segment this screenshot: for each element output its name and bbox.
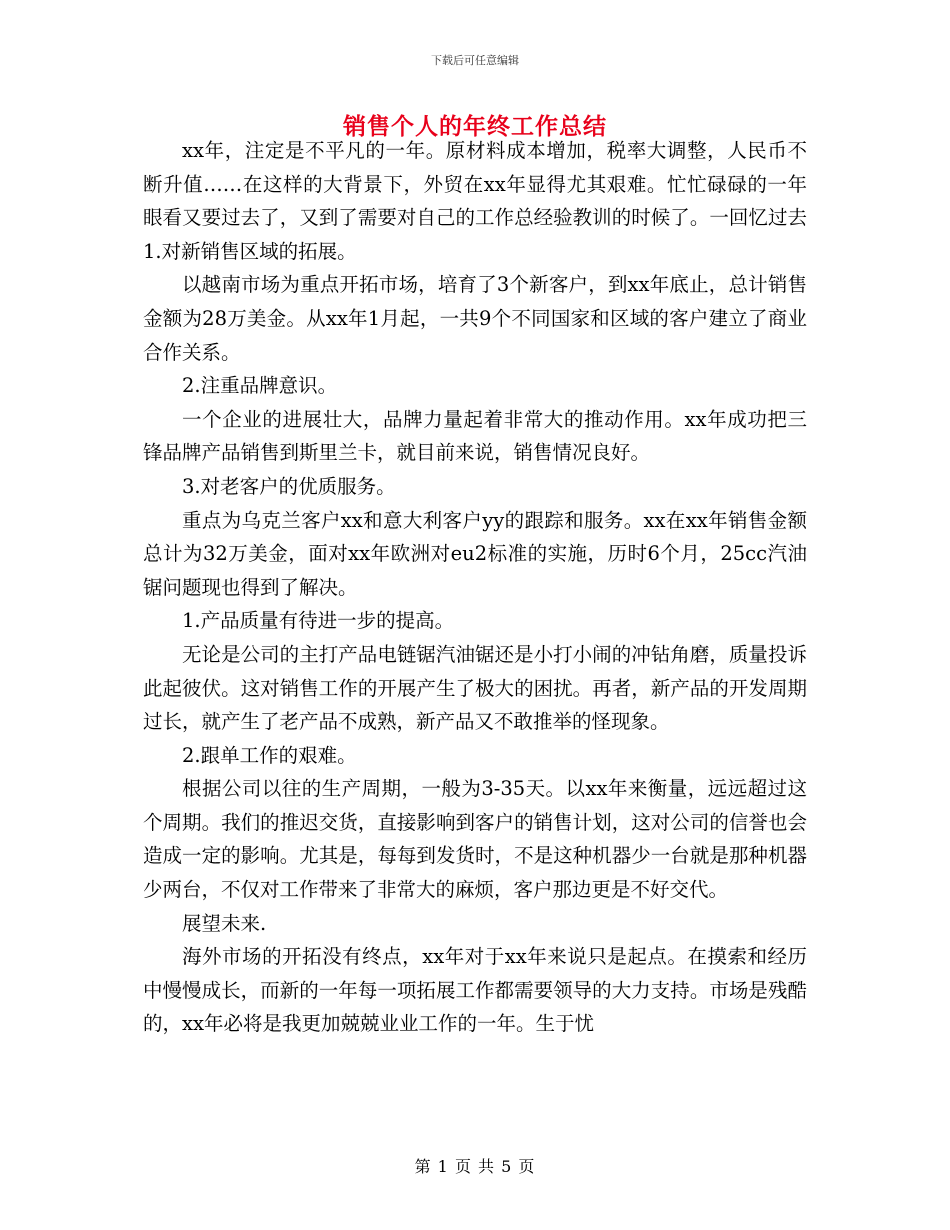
paragraph: 展望未来.	[182, 911, 267, 935]
paragraph: 海外市场的开拓没有终点，xx年对于xx年来说只是起点。在摸索和经历中慢慢成长，而新的一年每一项拓展工作都需要领导的大力支持。市场是残酷的，xx年必将是我更加兢兢业业工作的一年。生于忧	[143, 945, 807, 1036]
paragraph: 3.对老客户的优质服务。	[182, 474, 396, 498]
page-footer: 第 1 页 共 5 页	[414, 1157, 536, 1176]
paragraph: 无论是公司的主打产品电链锯汽油锯还是小打小闹的冲钻角磨，质量投诉此起彼伏。这对销售工作的开展产生了极大的困扰。再者，新产品的开发周期过长，就产生了老产品不成熟，新产品又不敢推举的怪现象。	[143, 642, 807, 734]
paragraph: 2.跟单工作的艰难。	[182, 743, 357, 767]
document-body	[143, 134, 807, 1041]
paragraph: 以越南市场为重点开拓市场，培育了3个新客户，到xx年底止，总计销售金额为28万美金。从xx年1月起，一共9个不同国家和区域的客户建立了商业合作关系。	[143, 273, 807, 364]
paragraph: 根据公司以往的生产周期，一般为3-35天。以xx年来衡量，远远超过这个周期。我们的推迟交货，直接影响到客户的销售计划，这对公司的信誉也会造成一定的影响。尤其是，每每到发货时，不是这种机器少一台就是那种机器少两台，不仅对工作带来了非常大的麻烦，客户那边更是不好交代。	[143, 777, 807, 902]
paragraph: 2.注重品牌意识。	[182, 374, 338, 398]
document-title: 销售个人的年终工作总结	[343, 113, 607, 140]
paragraph: 1.产品质量有待进一步的提高。	[182, 609, 455, 633]
paragraph: xx年，注定是不平凡的一年。原材料成本增加，税率大调整，人民币不断升值……在这样的大背景下，外贸在xx年显得尤其艰难。忙忙碌碌的一年眼看又要过去了，又到了需要对自己的工作总经验教训的时候了。一回忆过去1.对新销售区域的拓展。	[143, 139, 807, 263]
header-note: 下载后可任意编辑	[431, 54, 519, 67]
paragraph: 重点为乌克兰客户xx和意大利客户yy的跟踪和服务。xx在xx年销售金额总计为32万美金，面对xx年欧洲对eu2标准的实施，历时6个月，25cc汽油锯问题现也得到了解决。	[143, 508, 807, 599]
paragraph: 一个企业的进展壮大，品牌力量起着非常大的推动作用。xx年成功把三锋品牌产品销售到斯里兰卡，就目前来说，销售情况良好。	[143, 407, 807, 465]
